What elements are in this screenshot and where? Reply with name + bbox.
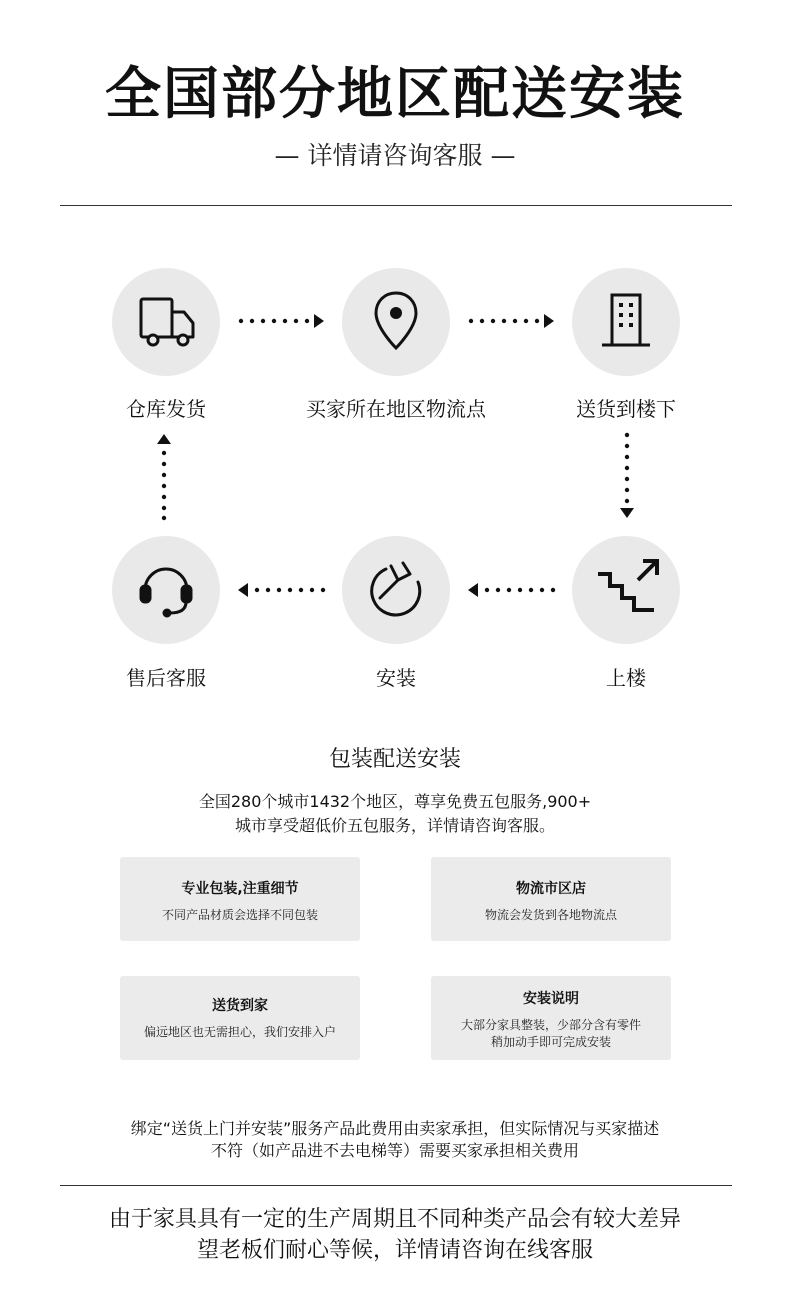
arrow-left-2 — [236, 580, 326, 600]
step-label-warehouse: 仓库发货 — [126, 397, 206, 421]
card-home-delivery — [120, 976, 360, 1060]
card-text: 不同产品材质会选择不同包装 — [161, 908, 318, 922]
step-label-upstairs: 上楼 — [606, 666, 646, 690]
header-divider — [60, 205, 732, 206]
footer-line-1: 由于家具具有一定的生产周期且不同种类产品会有较大差异 — [108, 1207, 681, 1232]
step-label-logistics: 买家所在地区物流点 — [306, 397, 486, 421]
step-logistics-circle — [342, 268, 450, 376]
step-label-downstairs: 送货到楼下 — [576, 397, 676, 421]
building-icon — [572, 268, 680, 376]
arrow-down — [617, 432, 637, 522]
card-title: 送货到家 — [212, 998, 268, 1014]
page-title: 全国部分地区配送安装 — [105, 62, 685, 127]
truck-icon — [112, 268, 220, 376]
step-downstairs-circle — [572, 268, 680, 376]
headset-icon — [112, 536, 220, 644]
arrow-right-2 — [468, 311, 558, 331]
arrow-right-1 — [238, 311, 328, 331]
footer — [0, 1204, 790, 1266]
service-desc-line-2: 城市享受超低价五包服务，详情请咨询客服。 — [234, 816, 555, 835]
card-packaging — [120, 857, 360, 941]
step-label-aftersales: 售后客服 — [126, 666, 206, 690]
card-title: 物流市区店 — [516, 881, 586, 897]
footer-divider — [60, 1185, 732, 1186]
card-title: 安装说明 — [523, 991, 579, 1007]
wrench-icon — [342, 536, 450, 644]
card-installation — [431, 976, 671, 1060]
step-install-circle — [342, 536, 450, 644]
card-logistics — [431, 857, 671, 941]
arrow-up — [154, 432, 174, 522]
card-text: 物流会发货到各地物流点 — [484, 908, 617, 922]
notice — [0, 1118, 790, 1162]
step-label-install: 安装 — [376, 666, 416, 690]
card-text: 偏远地区也无需担心，我们安排入户 — [143, 1025, 336, 1039]
service-title: 包装配送安装 — [328, 747, 461, 772]
card-text-line-1: 大部分家具整装，少部分含有零件 — [460, 1018, 641, 1032]
notice-line-1: 绑定“送货上门并安装”服务产品此费用由卖家承担，但实际情况与买家描述 — [130, 1119, 660, 1138]
footer-line-2: 望老板们耐心等候，详情请咨询在线客服 — [196, 1238, 593, 1263]
step-warehouse-circle — [112, 268, 220, 376]
card-title: 专业包装,注重细节 — [181, 881, 299, 897]
service-desc-line-1: 全国280个城市1432个地区，尊享免费五包服务,900+ — [198, 792, 592, 811]
arrow-left-1 — [466, 580, 556, 600]
card-text-line-2: 稍加动手即可完成安装 — [490, 1035, 611, 1049]
service-description — [0, 790, 790, 838]
notice-line-2: 不符（如产品进不去电梯等）需要买家承担相关费用 — [210, 1141, 579, 1160]
step-upstairs-circle — [572, 536, 680, 644]
location-pin-icon — [342, 268, 450, 376]
step-aftersales-circle — [112, 536, 220, 644]
page-subtitle: — 详情请咨询客服 — — [274, 141, 516, 170]
stairs-icon — [572, 536, 680, 644]
